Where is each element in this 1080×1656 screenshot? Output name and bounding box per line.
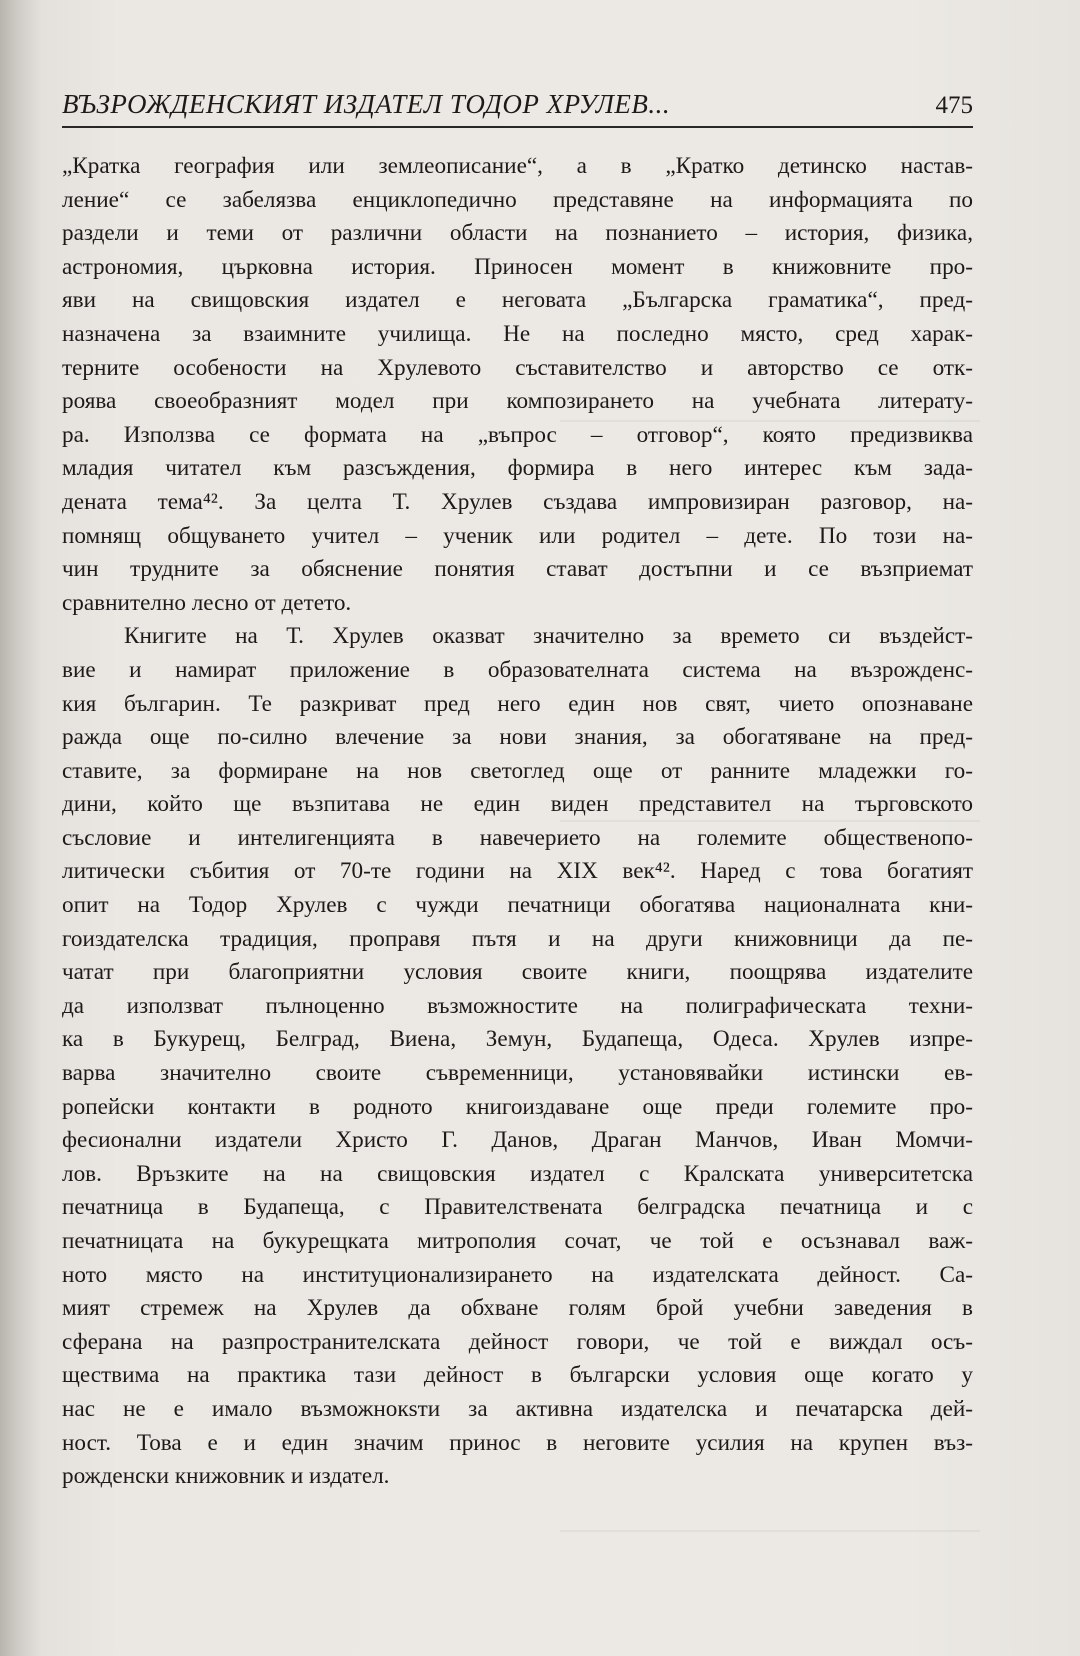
text-line: мият стремеж на Хрулев да обхване голям брой учебни заведения в — [62, 1295, 973, 1322]
text-line: съсловие и интелигенцията в навечерието на големите общественопо- — [62, 824, 973, 851]
text-line: раздели и теми от различни области на познанието – история, физика, — [62, 220, 973, 247]
text-line: дини, който ще възпитава не един виден представител на търговското — [62, 791, 973, 818]
text-line: астрономия, църковна история. Приносен момент в книжовните про- — [62, 253, 973, 280]
text-line: младия читател към разсъждения, формира в него интерес към зада- — [62, 455, 973, 482]
text-line: чатат при благоприятни условия своите книги, поощрява издателите — [62, 959, 973, 986]
text-line: да използват пълноценно възможностите на полиграфическата техни- — [62, 992, 973, 1019]
text-line: яви на свищовския издател е неговата „Българска граматика“, пред- — [62, 287, 973, 314]
text-line: ра. Използва се формата на „въпрос – отговор“, която предизвиква — [62, 421, 973, 448]
text-line: сравнително лесно от детето. — [62, 589, 352, 616]
text-line: ропейски контакти в родното книгоиздаване още преди големите про- — [62, 1093, 973, 1120]
body-text — [62, 150, 973, 1494]
text-line: Книгите на Т. Хрулев оказват значително за времето си въздейст- — [124, 623, 973, 650]
text-line: ното място на институционализирането на издателската дейност. Са- — [62, 1261, 973, 1288]
paragraph — [62, 620, 973, 1493]
text-line: сферана на разпространителската дейност говори, че той е виждал осъ- — [62, 1328, 973, 1355]
text-line: нас не е имало възможнокsти за активна издателска и печатарска дей- — [62, 1395, 973, 1422]
text-line: „Кратка география или землеописание“, а в „Кратко детинско настав- — [62, 153, 973, 179]
bleed-through-mark — [560, 1530, 980, 1532]
text-line: дената тема⁴². За целта Т. Хрулев създава импровизиран разговор, на- — [62, 488, 973, 515]
text-line: ражда още по-силно влечение за нови знания, за обогатяване на пред- — [62, 724, 973, 751]
text-line: ка в Букурещ, Белград, Виена, Земун, Будапеща, Одеса. Хрулев изпре- — [62, 1026, 973, 1053]
text-line: кия българин. Те разкриват пред него един нов свят, чието опознаване — [62, 690, 973, 717]
text-line: печатница в Будапеща, с Правителствената белградска печатница и с — [62, 1194, 973, 1221]
text-line: рожденски книжовник и издател. — [62, 1463, 390, 1490]
text-line: лов. Връзките на на свищовския издател с Кралската университетска — [62, 1160, 973, 1187]
page-number: 475 — [935, 92, 973, 119]
text-line: помнящ общуването учител – ученик или родител – дете. По този на- — [62, 522, 973, 549]
text-line: ставите, за формиране на нов светоглед още от ранните младежки го- — [62, 757, 973, 784]
text-line: варва значително своите съвременници, установявайки истински ев- — [62, 1060, 973, 1087]
text-line: чин трудните за обяснение понятия стават достъпни и се възприемат — [62, 556, 973, 583]
paragraph — [62, 150, 973, 620]
text-line: опит на Тодор Хрулев с чужди печатници обогатява националната кни- — [62, 892, 973, 919]
text-line: ществима на практика тази дейност в български условия още когато у — [62, 1362, 973, 1389]
text-line: фесионални издатели Христо Г. Данов, Драган Манчов, Иван Момчи- — [62, 1127, 973, 1154]
text-line: ление“ се забелязва енциклопедично представяне на информацията по — [62, 186, 973, 213]
text-line: ност. Това е и един значим принос в неговите усилия на крупен въз- — [62, 1429, 973, 1456]
text-line: назначена за взаимните училища. Не на последно място, сред харак- — [62, 320, 973, 347]
running-head: ВЪЗРОЖДЕНСКИЯТ ИЗДАТЕЛ ТОДОР ХРУЛЕВ... — [62, 89, 671, 119]
text-line: роява своеобразният модел при композирането на учебната литерату- — [62, 388, 973, 415]
text-line: терните особености на Хрулевото съставителство и авторство се отк- — [62, 354, 973, 381]
page-header — [62, 84, 973, 128]
text-line: вие и намират приложение в образователната система на възрожденс- — [62, 656, 973, 683]
text-line: литически събития от 70-те години на XIX век⁴². Наред с това богатият — [62, 858, 973, 885]
text-line: печатницата на букурещката митрополия сочат, че той е осъзнавал важ- — [62, 1228, 973, 1254]
text-line: гоиздателска традиция, проправя пътя и на други книжовници да пе- — [62, 925, 973, 952]
